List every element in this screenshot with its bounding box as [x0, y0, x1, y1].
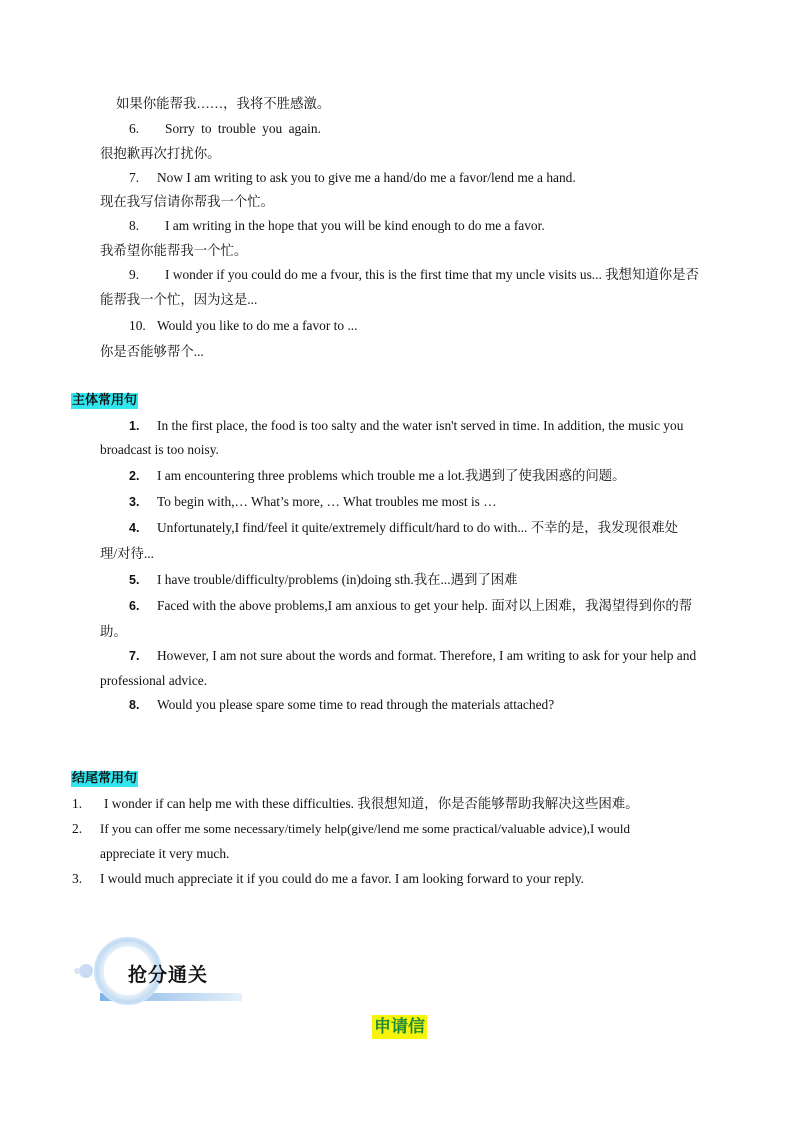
opening-item-10-zh: 你是否能够帮个... [100, 344, 204, 359]
item-text: To begin with,… What’s more, … What troubles me most is … [157, 494, 497, 509]
closing-section-heading: 结尾常用句 [72, 771, 138, 786]
item-number: 6. [129, 121, 140, 136]
item-text: Unfortunately,I find/feel it quite/extremely difficult/hard to do with... 不幸的是，我发现很难处 [157, 520, 679, 535]
item-text: I would much appreciate it if you could do me a favor. I am looking forward to your reply. [100, 871, 585, 886]
opening-item-6 [129, 120, 321, 138]
item-number: 2. [72, 821, 83, 836]
opening-item-7 [129, 169, 576, 187]
item-number: 7. [129, 649, 140, 663]
item-text: I have trouble/difficulty/problems (in)doing sth.我在...遇到了困难 [157, 572, 518, 587]
item-text: If you can offer me some necessary/timely help(give/lend me some practical/valuable advice),I would [100, 821, 631, 836]
item-english: I am writing in the hope that you will be kind enough to do me a favor. [165, 218, 545, 233]
item-number: 9. [129, 267, 140, 282]
closing-item-3 [72, 870, 584, 888]
opening-item-9-zh: 能帮我一个忙，因为这是... [100, 292, 258, 307]
item-english: Now I am writing to ask you to give me a hand/do me a favor/lend me a hand. [157, 170, 576, 185]
banner-dot-large [79, 964, 93, 978]
item-english: I wonder if you could do me a fvour, this is the first time that my uncle visits us... 我想知道你是否 [165, 267, 699, 282]
banner-dot-small [74, 968, 80, 974]
section-title: 申请信 [374, 1017, 425, 1037]
item-number: 5. [129, 573, 140, 587]
item-number: 2. [129, 469, 140, 483]
body-item-5 [129, 571, 518, 589]
closing-item-2-cont: appreciate it very much. [100, 846, 230, 861]
opening-item-10 [129, 317, 358, 335]
item-number: 8. [129, 218, 140, 233]
opening-item-6-zh: 很抱歉再次打扰你。 [100, 146, 221, 161]
opening-item-8-zh: 我希望你能帮我一个忙。 [100, 243, 248, 258]
body-section-heading: 主体常用句 [72, 393, 138, 408]
item-number: 4. [129, 521, 140, 535]
opening-item-9 [129, 266, 699, 284]
body-item-1 [129, 417, 727, 435]
opening-item-7-zh: 现在我写信请你帮我一个忙。 [100, 194, 275, 209]
item-text: I am encountering three problems which trouble me a lot.我遇到了使我困惑的问题。 [157, 468, 626, 483]
item-number: 7. [129, 170, 140, 185]
item-text: In the first place, the food is too salty and the water isn't served in time. In addition, the music you [157, 418, 684, 433]
item-text: I wonder if can help me with these difficulties. 我很想知道，你是否能够帮助我解决这些困难。 [104, 796, 639, 811]
body-item-6-cont: 助。 [100, 624, 127, 639]
body-item-7 [129, 647, 696, 665]
item-number: 3. [129, 495, 140, 509]
body-item-3 [129, 493, 497, 511]
item-number: 6. [129, 599, 140, 613]
body-item-6 [129, 597, 692, 615]
body-item-8 [129, 696, 554, 714]
item-english: Sorry to trouble you again. [165, 121, 321, 136]
item-number: 1. [72, 796, 83, 811]
item-text: However, I am not sure about the words and format. Therefore, I am writing to ask for your help and [157, 648, 697, 663]
item-number: 3. [72, 871, 83, 886]
banner-title: 抢分通关 [128, 964, 209, 986]
body-item-2 [129, 467, 626, 485]
item-number: 8. [129, 698, 140, 712]
body-item-1-cont: broadcast is too noisy. [100, 442, 219, 457]
body-item-7-cont: professional advice. [100, 673, 208, 688]
closing-item-2 [72, 820, 630, 838]
item-number: 10. [129, 318, 146, 333]
item-text: Would you please spare some time to read through the materials attached? [157, 697, 555, 712]
body-item-4-cont: 理/对待... [100, 546, 154, 561]
closing-item-1 [72, 795, 639, 813]
item-english: Would you like to do me a favor to ... [157, 318, 358, 333]
opening-item-8 [129, 217, 545, 235]
intro-line: 如果你能帮我……，我将不胜感激。 [116, 96, 331, 111]
body-item-4 [129, 519, 678, 537]
item-text: Faced with the above problems,I am anxious to get your help. 面对以上困难，我渴望得到你的帮 [157, 598, 693, 613]
item-number: 1. [129, 419, 140, 433]
